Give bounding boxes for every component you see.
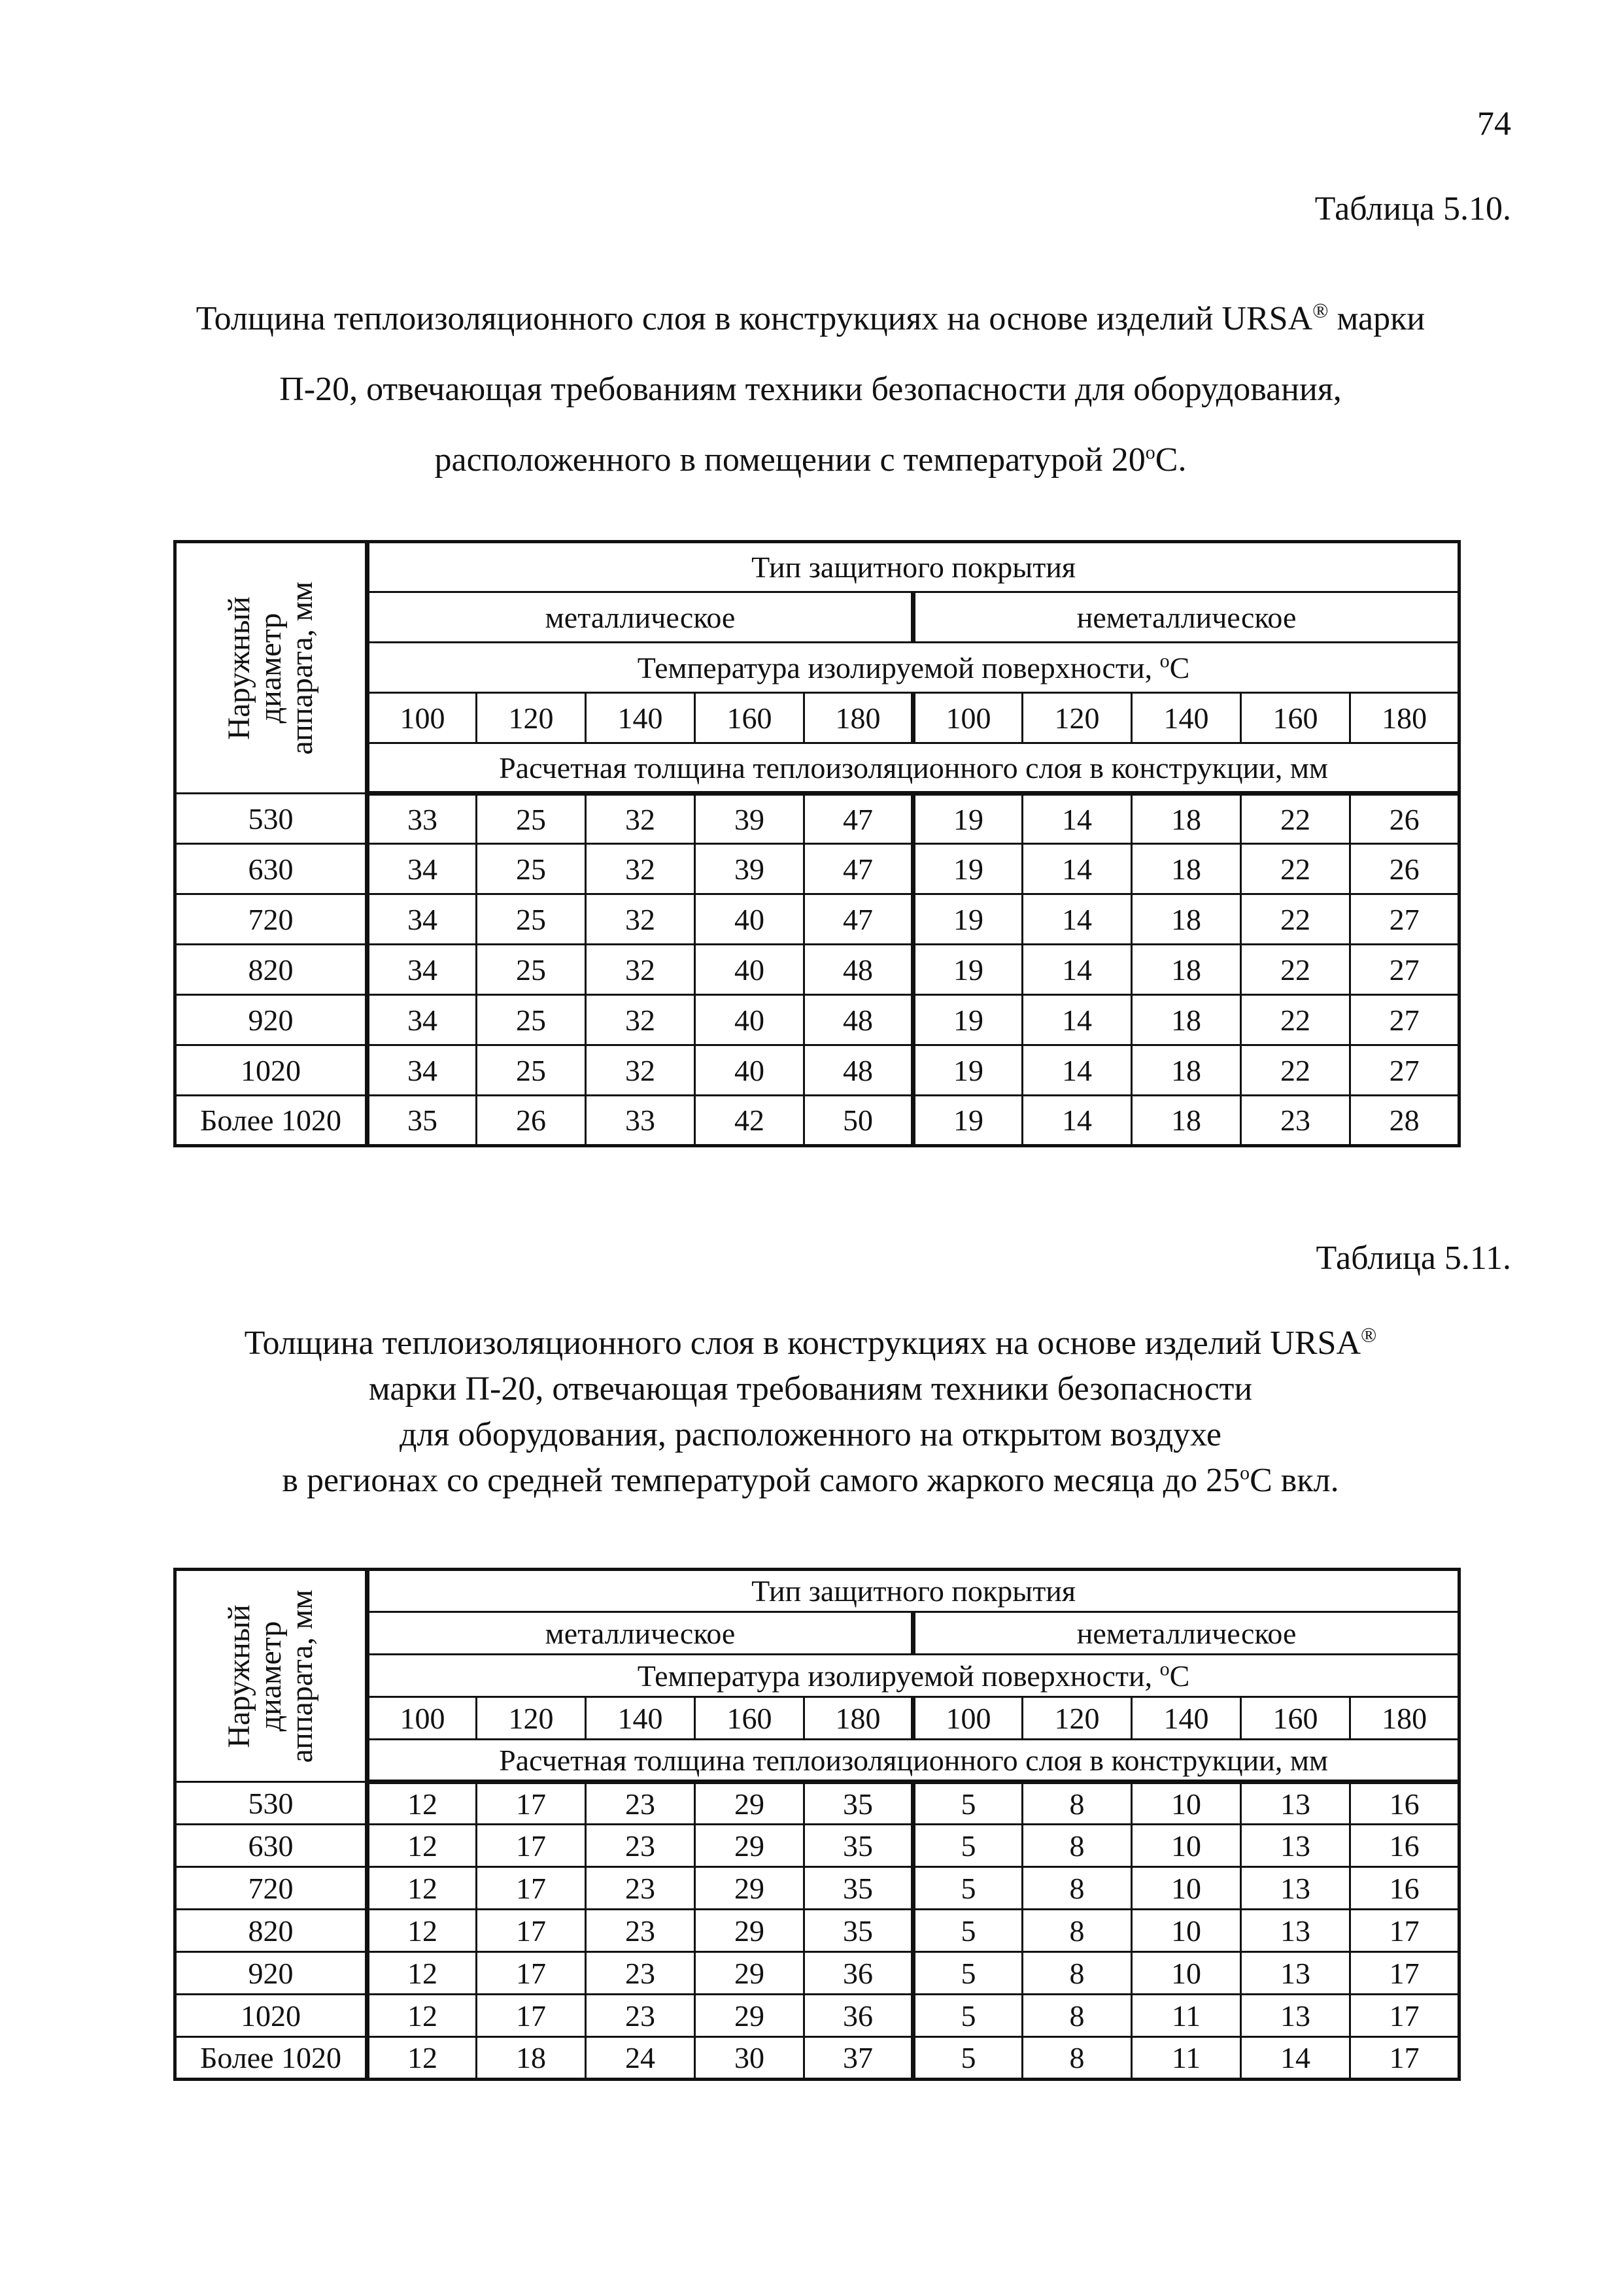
thickness-cell: 12 — [367, 1867, 477, 1910]
diameter-header-line: аппарата, мм — [284, 1589, 319, 1763]
table-label: Таблица 5.11. — [1316, 1240, 1511, 1277]
thickness-cell: 29 — [695, 1910, 804, 1952]
thickness-cell: 18 — [1132, 1045, 1241, 1096]
thickness-cell: 14 — [1023, 894, 1132, 945]
thickness-cell: 19 — [913, 844, 1023, 894]
thickness-cell: 17 — [477, 1952, 586, 1995]
thickness-cell: 27 — [1350, 1045, 1459, 1096]
thickness-cell: 14 — [1023, 1045, 1132, 1096]
metallic-header: металлическое — [367, 592, 913, 643]
thickness-cell: 17 — [477, 1910, 586, 1952]
thickness-cell: 23 — [586, 1782, 695, 1825]
thickness-cell: 16 — [1350, 1867, 1459, 1910]
thickness-cell: 47 — [804, 844, 913, 894]
thickness-cell: 5 — [913, 1995, 1023, 2037]
thickness-cell: 39 — [695, 844, 804, 894]
table-row — [175, 1867, 1459, 1910]
thickness-cell: 29 — [695, 1782, 804, 1825]
thickness-cell: 32 — [586, 794, 695, 844]
thickness-cell: 23 — [586, 1867, 695, 1910]
thickness-cell: 14 — [1023, 945, 1132, 995]
diameter-cell: 820 — [175, 1910, 367, 1952]
header-row — [175, 1655, 1459, 1697]
thickness-cell: 34 — [367, 995, 477, 1045]
thickness-cell: 32 — [586, 894, 695, 945]
thickness-cell: 34 — [367, 844, 477, 894]
thickness-cell: 37 — [804, 2037, 913, 2080]
data-table — [173, 540, 1461, 1147]
thickness-cell: 42 — [695, 1096, 804, 1146]
title-text: П-20, отвечающая требованиям техники безопасности для оборудования, — [279, 371, 1342, 408]
temperature-cell: 100 — [913, 693, 1023, 743]
thickness-cell: 19 — [913, 995, 1023, 1045]
thickness-cell: 8 — [1023, 2037, 1132, 2080]
thickness-cell: 35 — [804, 1910, 913, 1952]
thickness-cell: 13 — [1241, 1910, 1350, 1952]
thickness-cell: 22 — [1241, 844, 1350, 894]
degree-superscript: о — [1159, 1658, 1170, 1680]
thickness-cell: 16 — [1350, 1825, 1459, 1867]
thickness-cell: 26 — [477, 1096, 586, 1146]
thickness-cell: 10 — [1132, 1952, 1241, 1995]
thickness-cell: 5 — [913, 2037, 1023, 2080]
diameter-cell: 530 — [175, 794, 367, 844]
diameter-cell: 820 — [175, 945, 367, 995]
metallic-header: металлическое — [367, 1612, 913, 1655]
thickness-cell: 25 — [477, 894, 586, 945]
table-row — [175, 1825, 1459, 1867]
thickness-cell: 14 — [1023, 995, 1132, 1045]
temperature-cell: 140 — [1132, 693, 1241, 743]
header-row — [175, 542, 1459, 592]
title-superscript: ® — [1312, 298, 1329, 322]
surface-temp-unit: С — [1169, 650, 1190, 684]
thickness-cell: 47 — [804, 794, 913, 844]
thickness-cell: 17 — [477, 1782, 586, 1825]
thickness-cell: 5 — [913, 1825, 1023, 1867]
table-row — [175, 1952, 1459, 1995]
header-row — [175, 1612, 1459, 1655]
temperature-cell: 120 — [477, 1697, 586, 1740]
thickness-cell: 13 — [1241, 1782, 1350, 1825]
header-row — [175, 643, 1459, 693]
temperature-cell: 140 — [586, 693, 695, 743]
thickness-cell: 35 — [367, 1096, 477, 1146]
diameter-cell: 1020 — [175, 1995, 367, 2037]
thickness-cell: 11 — [1132, 2037, 1241, 2080]
thickness-cell: 26 — [1350, 844, 1459, 894]
temperature-cell: 180 — [804, 693, 913, 743]
nonmetallic-header: неметаллическое — [913, 592, 1459, 643]
table-title — [110, 1321, 1511, 1504]
thickness-cell: 16 — [1350, 1782, 1459, 1825]
temperature-cell: 120 — [477, 693, 586, 743]
thickness-cell: 48 — [804, 1045, 913, 1096]
diameter-header-text — [224, 1589, 318, 1763]
surface-temp-unit: С — [1169, 1659, 1190, 1693]
thickness-cell: 22 — [1241, 894, 1350, 945]
thickness-cell: 18 — [1132, 844, 1241, 894]
thickness-cell: 34 — [367, 894, 477, 945]
thickness-cell: 8 — [1023, 1782, 1132, 1825]
thickness-cell: 10 — [1132, 1782, 1241, 1825]
title-line — [110, 1458, 1511, 1504]
diameter-header-line: Наружный — [222, 596, 256, 740]
thickness-cell: 14 — [1023, 794, 1132, 844]
temperature-row — [175, 693, 1459, 743]
thickness-cell: 17 — [477, 1825, 586, 1867]
thickness-cell: 30 — [695, 2037, 804, 2080]
diameter-cell: 1020 — [175, 1045, 367, 1096]
temperature-cell: 120 — [1023, 693, 1132, 743]
surface-temp-text: Температура изолируемой поверхности, — [637, 1659, 1160, 1693]
thickness-cell: 36 — [804, 1995, 913, 2037]
diameter-header-line: диаметр — [253, 1621, 288, 1731]
thickness-cell: 26 — [1350, 794, 1459, 844]
thickness-cell: 18 — [1132, 995, 1241, 1045]
table-row — [175, 1045, 1459, 1096]
thickness-cell: 35 — [804, 1782, 913, 1825]
surface-temp-text: Температура изолируемой поверхности, — [637, 650, 1160, 684]
thickness-cell: 8 — [1023, 1910, 1132, 1952]
thickness-header: Расчетная толщина теплоизоляционного слоя в конструкции, мм — [367, 743, 1459, 794]
temperature-cell: 160 — [1241, 1697, 1350, 1740]
thickness-cell: 5 — [913, 1867, 1023, 1910]
diameter-cell: 920 — [175, 995, 367, 1045]
diameter-header-text — [224, 581, 318, 754]
header-row — [175, 743, 1459, 794]
title-line — [110, 1321, 1511, 1366]
table-row — [175, 844, 1459, 894]
thickness-cell: 19 — [913, 894, 1023, 945]
thickness-cell: 33 — [586, 1096, 695, 1146]
title-line — [110, 354, 1511, 425]
thickness-cell: 48 — [804, 995, 913, 1045]
thickness-cell: 48 — [804, 945, 913, 995]
title-text: расположенного в помещении с температурой 20 — [434, 441, 1146, 479]
thickness-cell: 40 — [695, 995, 804, 1045]
coating-type-header: Тип защитного покрытия — [367, 1570, 1459, 1612]
thickness-cell: 27 — [1350, 945, 1459, 995]
thickness-cell: 34 — [367, 1045, 477, 1096]
thickness-cell: 36 — [804, 1952, 913, 1995]
table-row — [175, 794, 1459, 844]
diameter-cell: 720 — [175, 1867, 367, 1910]
diameter-cell: 630 — [175, 1825, 367, 1867]
thickness-cell: 14 — [1241, 2037, 1350, 2080]
thickness-cell: 12 — [367, 1910, 477, 1952]
thickness-cell: 25 — [477, 1045, 586, 1096]
thickness-cell: 50 — [804, 1096, 913, 1146]
nonmetallic-header: неметаллическое — [913, 1612, 1459, 1655]
thickness-cell: 12 — [367, 1782, 477, 1825]
title-text: Толщина теплоизоляционного слоя в конструкциях на основе изделий URSA — [196, 300, 1313, 337]
thickness-cell: 25 — [477, 794, 586, 844]
temperature-cell: 140 — [1132, 1697, 1241, 1740]
thickness-cell: 34 — [367, 945, 477, 995]
title-line — [110, 284, 1511, 354]
thickness-cell: 17 — [1350, 1910, 1459, 1952]
table-row — [175, 1910, 1459, 1952]
temperature-cell: 120 — [1023, 1697, 1132, 1740]
thickness-cell: 40 — [695, 945, 804, 995]
thickness-cell: 17 — [1350, 1952, 1459, 1995]
thickness-cell: 32 — [586, 995, 695, 1045]
thickness-cell: 8 — [1023, 1952, 1132, 1995]
thickness-cell: 32 — [586, 945, 695, 995]
thickness-cell: 8 — [1023, 1825, 1132, 1867]
table-row — [175, 1995, 1459, 2037]
thickness-cell: 12 — [367, 2037, 477, 2080]
thickness-cell: 17 — [1350, 1995, 1459, 2037]
temperature-cell: 160 — [695, 1697, 804, 1740]
diameter-cell: 720 — [175, 894, 367, 945]
diameter-cell: 920 — [175, 1952, 367, 1995]
thickness-cell: 39 — [695, 794, 804, 844]
title-text: в регионах со средней температурой самого жаркого месяца до 25 — [282, 1462, 1240, 1499]
diameter-cell: 630 — [175, 844, 367, 894]
thickness-cell: 22 — [1241, 945, 1350, 995]
title-text-suffix: С вкл. — [1250, 1462, 1339, 1499]
thickness-cell: 10 — [1132, 1910, 1241, 1952]
thickness-cell: 5 — [913, 1952, 1023, 1995]
diameter-header-line: Наружный — [222, 1604, 256, 1748]
thickness-cell: 18 — [1132, 894, 1241, 945]
data-table — [173, 1568, 1461, 2081]
thickness-cell: 33 — [367, 794, 477, 844]
thickness-cell: 18 — [1132, 1096, 1241, 1146]
thickness-cell: 29 — [695, 1867, 804, 1910]
coating-type-header: Тип защитного покрытия — [367, 542, 1459, 592]
thickness-cell: 25 — [477, 995, 586, 1045]
thickness-cell: 8 — [1023, 1867, 1132, 1910]
table-row — [175, 2037, 1459, 2080]
thickness-cell: 23 — [586, 1825, 695, 1867]
surface-temp-header — [367, 643, 1459, 693]
temperature-row — [175, 1697, 1459, 1740]
thickness-cell: 29 — [695, 1825, 804, 1867]
thickness-cell: 32 — [586, 1045, 695, 1096]
thickness-cell: 12 — [367, 1995, 477, 2037]
title-text-suffix: С. — [1155, 441, 1187, 479]
thickness-cell: 19 — [913, 794, 1023, 844]
surface-temp-header — [367, 1655, 1459, 1697]
thickness-cell: 29 — [695, 1952, 804, 1995]
table-row — [175, 894, 1459, 945]
thickness-cell: 19 — [913, 1045, 1023, 1096]
thickness-cell: 10 — [1132, 1825, 1241, 1867]
thickness-cell: 27 — [1350, 995, 1459, 1045]
title-line — [110, 425, 1511, 496]
title-line — [110, 1412, 1511, 1458]
diameter-header — [175, 542, 367, 794]
temperature-cell: 100 — [913, 1697, 1023, 1740]
thickness-cell: 5 — [913, 1910, 1023, 1952]
thickness-cell: 32 — [586, 844, 695, 894]
thickness-cell: 12 — [367, 1952, 477, 1995]
diameter-header-line: аппарата, мм — [284, 581, 319, 755]
title-text: Толщина теплоизоляционного слоя в конструкциях на основе изделий URSA — [244, 1325, 1361, 1362]
diameter-header-line: диаметр — [253, 613, 288, 723]
diameter-cell: Более 1020 — [175, 2037, 367, 2080]
diameter-cell: Более 1020 — [175, 1096, 367, 1146]
thickness-cell: 17 — [477, 1995, 586, 2037]
thickness-cell: 13 — [1241, 1995, 1350, 2037]
thickness-cell: 13 — [1241, 1867, 1350, 1910]
thickness-cell: 18 — [1132, 794, 1241, 844]
thickness-cell: 25 — [477, 844, 586, 894]
thickness-cell: 22 — [1241, 794, 1350, 844]
title-text: для оборудования, расположенного на открытом воздухе — [400, 1416, 1221, 1453]
thickness-cell: 23 — [586, 1995, 695, 2037]
thickness-cell: 14 — [1023, 844, 1132, 894]
table-row — [175, 1096, 1459, 1146]
thickness-cell: 17 — [1350, 2037, 1459, 2080]
title-text: марки П-20, отвечающая требованиям техники безопасности — [368, 1370, 1253, 1408]
table-row — [175, 1782, 1459, 1825]
thickness-cell: 12 — [367, 1825, 477, 1867]
title-superscript: о — [1240, 1462, 1250, 1484]
thickness-cell: 25 — [477, 945, 586, 995]
thickness-cell: 13 — [1241, 1825, 1350, 1867]
thickness-cell: 5 — [913, 1782, 1023, 1825]
temperature-cell: 180 — [1350, 693, 1459, 743]
diameter-header — [175, 1570, 367, 1782]
temperature-cell: 180 — [1350, 1697, 1459, 1740]
temperature-cell: 160 — [695, 693, 804, 743]
temperature-cell: 100 — [367, 693, 477, 743]
temperature-cell: 140 — [586, 1697, 695, 1740]
thickness-cell: 8 — [1023, 1995, 1132, 2037]
diameter-cell: 530 — [175, 1782, 367, 1825]
thickness-cell: 23 — [586, 1910, 695, 1952]
thickness-header: Расчетная толщина теплоизоляционного слоя в конструкции, мм — [367, 1740, 1459, 1782]
thickness-cell: 19 — [913, 945, 1023, 995]
page-number: 74 — [1477, 105, 1511, 143]
thickness-cell: 24 — [586, 2037, 695, 2080]
thickness-cell: 35 — [804, 1825, 913, 1867]
header-row — [175, 1570, 1459, 1612]
title-superscript: ® — [1361, 1323, 1377, 1347]
degree-superscript: о — [1159, 650, 1170, 672]
thickness-cell: 35 — [804, 1867, 913, 1910]
temperature-cell: 180 — [804, 1697, 913, 1740]
thickness-cell: 18 — [1132, 945, 1241, 995]
thickness-cell: 47 — [804, 894, 913, 945]
thickness-cell: 40 — [695, 1045, 804, 1096]
thickness-cell: 18 — [477, 2037, 586, 2080]
thickness-cell: 28 — [1350, 1096, 1459, 1146]
thickness-cell: 17 — [477, 1867, 586, 1910]
header-row — [175, 592, 1459, 643]
thickness-cell: 11 — [1132, 1995, 1241, 2037]
table-row — [175, 945, 1459, 995]
table-title — [110, 284, 1511, 496]
table-label: Таблица 5.10. — [1314, 190, 1511, 228]
thickness-cell: 19 — [913, 1096, 1023, 1146]
thickness-cell: 27 — [1350, 894, 1459, 945]
thickness-cell: 23 — [1241, 1096, 1350, 1146]
thickness-cell: 22 — [1241, 995, 1350, 1045]
thickness-cell: 40 — [695, 894, 804, 945]
thickness-cell: 29 — [695, 1995, 804, 2037]
temperature-cell: 160 — [1241, 693, 1350, 743]
title-superscript: о — [1145, 441, 1155, 464]
title-line — [110, 1366, 1511, 1412]
header-row — [175, 1740, 1459, 1782]
table-row — [175, 995, 1459, 1045]
thickness-cell: 22 — [1241, 1045, 1350, 1096]
thickness-cell: 10 — [1132, 1867, 1241, 1910]
thickness-cell: 23 — [586, 1952, 695, 1995]
title-text-suffix: марки — [1328, 300, 1425, 337]
thickness-cell: 14 — [1023, 1096, 1132, 1146]
thickness-cell: 13 — [1241, 1952, 1350, 1995]
temperature-cell: 100 — [367, 1697, 477, 1740]
